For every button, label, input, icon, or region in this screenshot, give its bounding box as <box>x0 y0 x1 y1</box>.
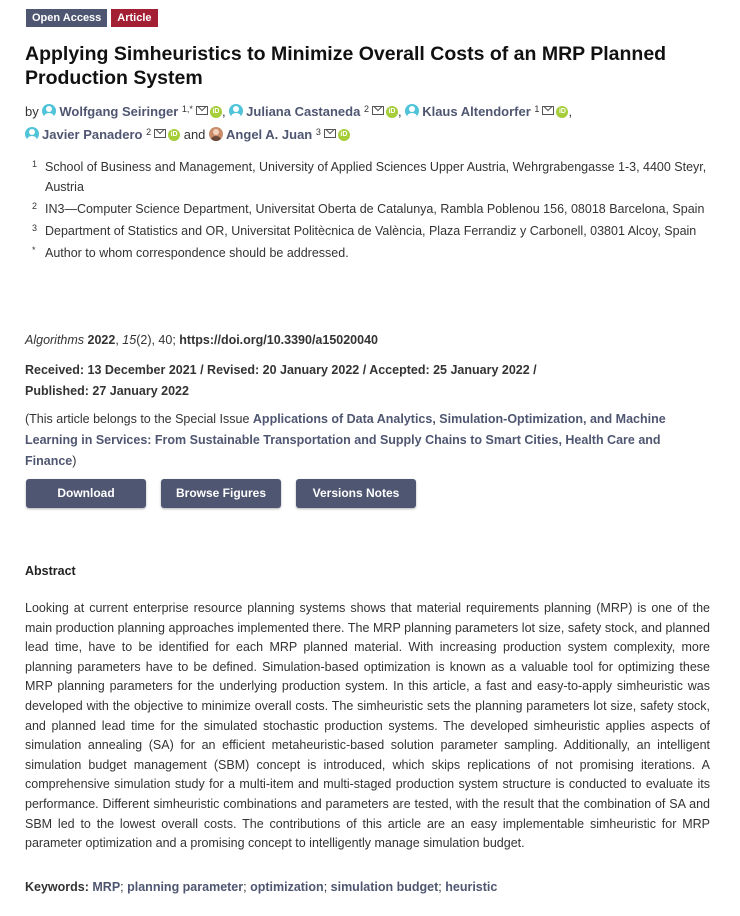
keyword-separator: ; <box>323 880 331 894</box>
affiliation-text: School of Business and Management, University of Applied Sciences Upper Austria, Wehrgrabengasse 1-3, 4400 Steyr, Austria <box>45 160 707 194</box>
envelope-icon[interactable] <box>372 106 384 115</box>
publication-dates <box>25 360 625 402</box>
abstract-text: Looking at current enterprise resource planning systems shows that material requirements planning (MRP) is one of the main production planning approaches implemented there. The MRP planning parameters lot size, safety stock, and planned lead time, have to be identified for each MRP planned material. With increasing production system complexity, more planning parameters have to be defined. Simulation-based optimization is known as a valuable tool for optimizing these MRP planning parameters for the underlying production system. In this article, a fast and easy-to-apply simheuristic was developed with the objective to minimize overall costs. The simheuristic sets the planning parameters lot size, safety stock, and planned lead time for the simulated stochastic production systems. The developed simheuristic applies aspects of simulation annealing (SA) for an efficient metaheuristic-based solution parameter sampling. Additionally, an intelligent simulation budget management (SBM) concept is introduced, which skips replications of not promising iterations. A comprehensive simulation study for a multi-item and multi-staged production system structure is conducted to evaluate its performance. Different simheuristic combinations and parameters are tested, with the result that the combination of SA and SBM led to the lowest overall costs. The contributions of this article are an easy implementable simheuristic for MRP parameter optimization and a promising concept to intelligently manage simulation budget. <box>25 601 710 851</box>
keyword-link[interactable]: heuristic <box>445 880 498 894</box>
author-affiliation[interactable]: 2 <box>146 127 152 137</box>
by-label: by <box>25 104 39 119</box>
author-affiliation[interactable]: 3 <box>315 127 321 137</box>
author-affiliation[interactable]: 2 <box>363 104 369 114</box>
browse-figures-button[interactable]: Browse Figures <box>161 479 281 508</box>
abstract-heading: Abstract <box>25 564 76 578</box>
affiliation-number: 3 <box>32 223 38 233</box>
versions-notes-button[interactable]: Versions Notes <box>296 479 416 508</box>
affiliation-text: Author to whom correspondence should be addressed. <box>45 246 349 260</box>
affiliation-text: IN3—Computer Science Department, Universitat Oberta de Catalunya, Rambla Poblenou 156, 08018 Barcelona, Spain <box>45 202 705 216</box>
published-date: Published: 27 January 2022 <box>25 384 189 398</box>
citation-issue: (2) <box>136 333 152 347</box>
author-link[interactable]: Klaus Altendorfer <box>422 104 531 119</box>
affiliation-number: 1 <box>32 159 38 169</box>
action-buttons <box>26 479 416 508</box>
envelope-icon[interactable] <box>196 106 208 115</box>
author-link[interactable]: Javier Panadero <box>42 127 143 142</box>
special-issue-note <box>25 409 715 472</box>
author-link[interactable]: Wolfgang Seiringer <box>59 104 179 119</box>
author-affiliation[interactable]: 1,* <box>181 104 193 114</box>
user-avatar-icon <box>42 104 56 118</box>
orcid-icon[interactable]: iD <box>210 106 222 118</box>
affiliation-item <box>32 157 722 197</box>
keywords-label: Keywords: <box>25 880 93 894</box>
citation: Algorithms 2022, 15(2), 40; https://doi.org/10.3390/a15020040 <box>25 333 378 347</box>
keyword-separator: ; <box>243 880 251 894</box>
affiliation-list <box>32 157 722 265</box>
doi-link[interactable]: https://doi.org/10.3390/a15020040 <box>179 333 378 347</box>
keyword-link[interactable]: simulation budget <box>330 880 439 894</box>
orcid-icon[interactable]: iD <box>386 106 398 118</box>
user-avatar-icon <box>25 127 39 141</box>
download-button[interactable]: Download <box>26 479 146 508</box>
open-access-badge[interactable]: Open Access <box>26 9 107 27</box>
keyword-link[interactable]: optimization <box>250 880 324 894</box>
envelope-icon[interactable] <box>324 129 336 138</box>
envelope-icon[interactable] <box>154 129 166 138</box>
user-avatar-icon <box>405 104 419 118</box>
citation-year: 2022 <box>87 333 116 347</box>
badge-group <box>26 9 158 27</box>
keywords <box>25 880 497 894</box>
envelope-icon[interactable] <box>542 106 554 115</box>
orcid-icon[interactable]: iD <box>338 129 350 141</box>
dates-line: Received: 13 December 2021 / Revised: 20 January 2022 / Accepted: 25 January 2022 / <box>25 363 537 377</box>
article-type-badge: Article <box>111 9 157 27</box>
journal-name: Algorithms <box>25 333 85 347</box>
author-link[interactable]: Juliana Castaneda <box>246 104 361 119</box>
keyword-link[interactable]: planning parameter <box>127 880 244 894</box>
citation-volume: 15 <box>122 333 137 347</box>
article-title: Applying Simheuristics to Minimize Overall Costs of an MRP Planned Production System <box>25 43 667 89</box>
and-label: and <box>183 127 206 142</box>
affiliation-text: Department of Statistics and OR, Universitat Politècnica de València, Plaza Ferrandiz y Carbonell, 03801 Alcoy, Spain <box>45 224 697 238</box>
author-link[interactable]: Angel A. Juan <box>226 127 313 142</box>
affiliation-item <box>32 221 722 241</box>
affiliation-item <box>32 199 722 219</box>
author-affiliation[interactable]: 1 <box>534 104 540 114</box>
user-avatar-icon <box>229 104 243 118</box>
keyword-separator: ; <box>438 880 446 894</box>
keyword-separator: ; <box>120 880 128 894</box>
special-issue-link[interactable]: Applications of Data Analytics, Simulation-Optimization, and Machine Learning in Services: From Sustainable Transportation and Supply Chains to Smart Cities, Health Care and Finance <box>25 412 666 468</box>
author-list: by Wolfgang Seiringer $^{1,*}$ iD , Juliana Castaneda $^2$ iD , Klaus Altendorfer $^1$ iD , Javier Panadero $^2$ iD and Angel A. Juan $^3$ iD <box>25 104 573 142</box>
orcid-icon[interactable]: iD <box>168 129 180 141</box>
author-photo-icon <box>209 127 223 141</box>
special-issue-prefix: (This article belongs to the Special Issue <box>25 412 253 426</box>
affiliation-number: 2 <box>32 201 38 211</box>
orcid-icon[interactable]: iD <box>556 106 568 118</box>
citation-article: , 40; <box>151 333 180 347</box>
keyword-link[interactable]: MRP <box>92 880 121 894</box>
special-issue-suffix: ) <box>72 454 77 468</box>
affiliation-item <box>32 243 722 263</box>
affiliation-number: * <box>32 245 36 255</box>
